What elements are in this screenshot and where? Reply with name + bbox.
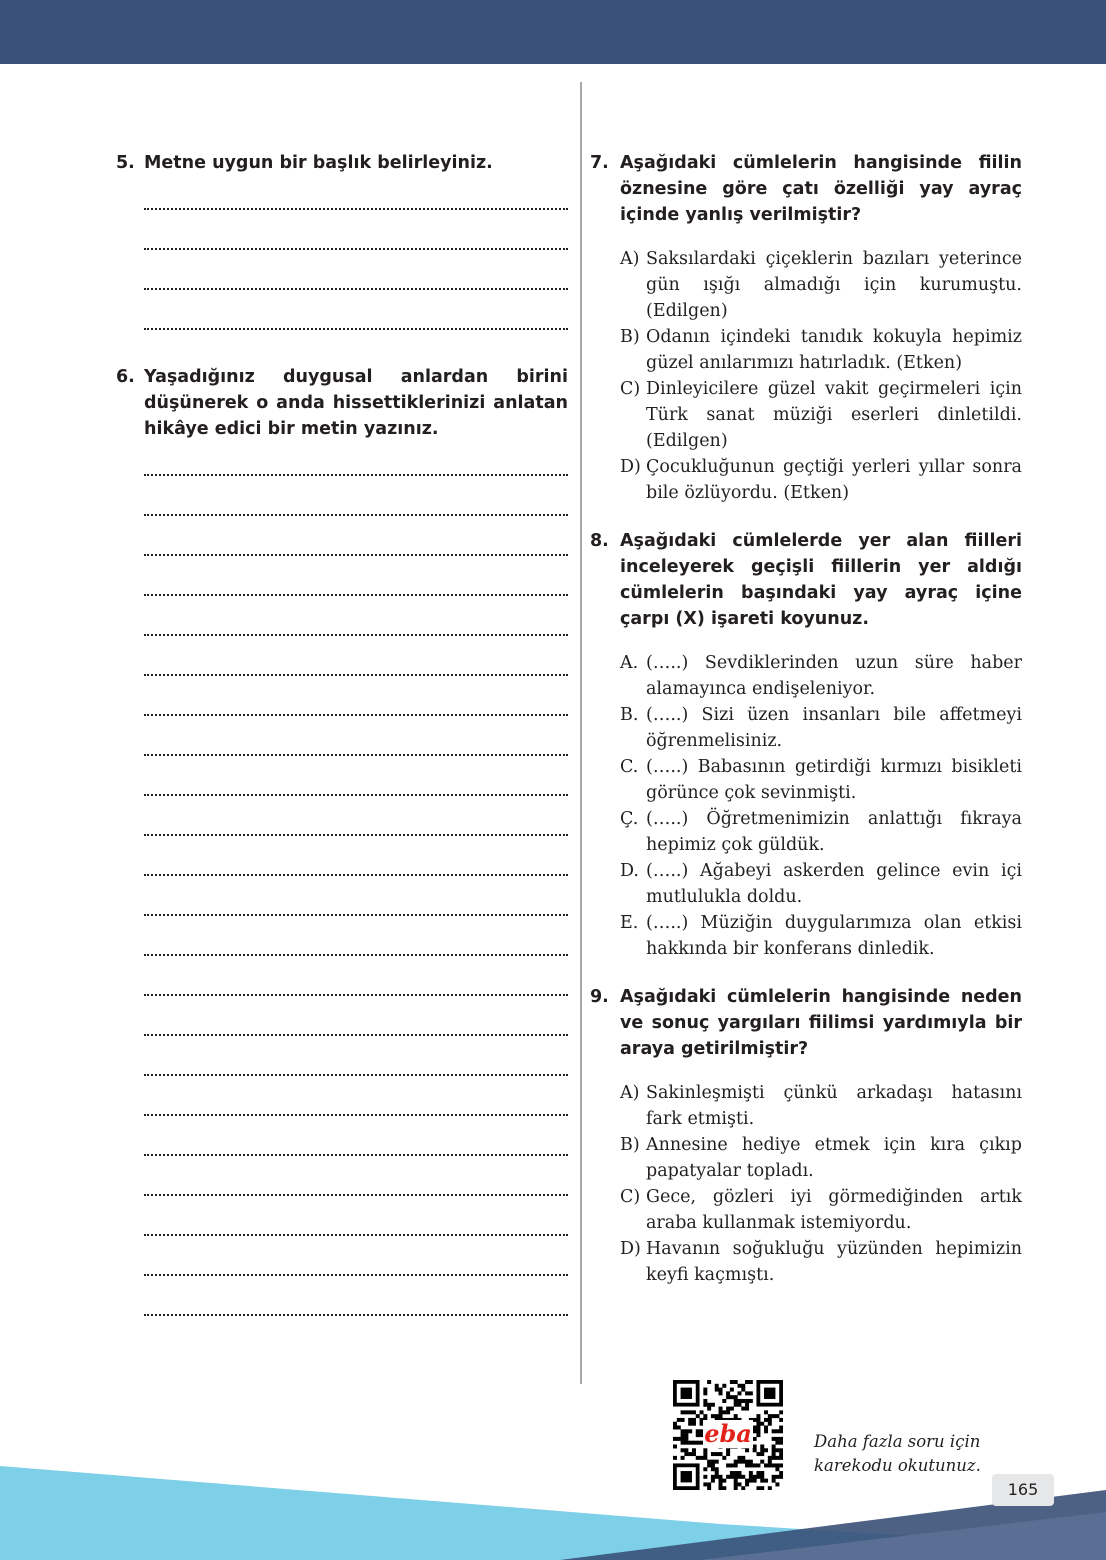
option-item <box>590 650 1022 702</box>
question-text: Yaşadığınız duygusal anlardan birini düşünerek o anda hissettiklerinizi anlatan hikâye edici bir metin yazınız. <box>144 367 568 439</box>
option-text: (…..) Babasının getirdiği kırmızı bisikleti görünce çok sevinmişti. <box>646 757 1022 803</box>
dotted-line <box>144 846 568 886</box>
option-letter: C) <box>620 379 641 399</box>
options-list <box>590 246 1022 506</box>
option-text: (…..) Müziğin duygularımıza olan etkisi hakkında bir konferans dinledik. <box>646 913 1022 959</box>
option-item <box>590 858 1022 910</box>
dotted-line <box>144 180 568 220</box>
dotted-line <box>144 526 568 566</box>
option-item <box>590 454 1022 506</box>
page-number: 165 <box>992 1474 1054 1506</box>
option-letter: B) <box>620 1135 640 1155</box>
option-letter: B. <box>620 705 639 725</box>
question-text: Aşağıdaki cümlelerin hangisinde neden ve sonuç yargıları fiilimsi yardımıyla bir araya getirilmiştir? <box>620 987 1022 1059</box>
option-letter: D. <box>620 861 639 881</box>
question-text: Metne uygun bir başlık belirleyiniz. <box>144 153 493 173</box>
column-divider <box>580 82 582 1384</box>
question-number: 5. <box>116 153 135 173</box>
option-item <box>590 806 1022 858</box>
option-item <box>590 324 1022 376</box>
options-list <box>590 650 1022 962</box>
option-text: Annesine hediye etmek için kıra çıkıp papatyalar topladı. <box>646 1135 1022 1181</box>
option-item <box>590 702 1022 754</box>
option-letter: D) <box>620 1239 641 1259</box>
option-letter: Ç. <box>620 809 639 829</box>
question-number: 9. <box>590 987 609 1007</box>
bottom-decoration <box>0 1460 1106 1560</box>
dotted-line <box>144 966 568 1006</box>
dotted-line <box>144 926 568 966</box>
header-band <box>0 0 1106 64</box>
option-item <box>590 1080 1022 1132</box>
option-text: Sakinleşmişti çünkü arkadaşı hatasını fark etmişti. <box>646 1083 1022 1129</box>
question-5 <box>116 150 568 176</box>
dotted-line <box>144 806 568 846</box>
option-text: Çocukluğunun geçtiği yerleri yıllar sonra bile özlüyordu. (Etken) <box>646 457 1022 503</box>
question-7 <box>590 150 1022 228</box>
question-text: Aşağıdaki cümlelerde yer alan fiilleri inceleyerek geçişli fiillerin yer aldığı cümlelerin başındaki yay ayraç içine çarpı (X) işareti koyunuz. <box>620 531 1022 629</box>
dotted-line <box>144 1046 568 1086</box>
option-letter: A) <box>620 249 640 269</box>
eba-logo: eba <box>704 1419 752 1448</box>
dotted-line <box>144 1126 568 1166</box>
dotted-line <box>144 260 568 300</box>
answer-lines <box>116 446 568 1326</box>
answer-lines <box>116 180 568 340</box>
option-letter: D) <box>620 457 641 477</box>
option-text: Odanın içindeki tanıdık kokuyla hepimiz güzel anılarımızı hatırladık. (Etken) <box>646 327 1022 373</box>
qr-caption-line-2: karekodu okutunuz. <box>814 1456 981 1475</box>
dotted-line <box>144 1006 568 1046</box>
option-letter: E. <box>620 913 639 933</box>
option-text: (…..) Sizi üzen insanları bile affetmeyi öğrenmelisiniz. <box>646 705 1022 751</box>
question-number: 7. <box>590 153 609 173</box>
dotted-line <box>144 220 568 260</box>
option-text: Gece, gözleri iyi görmediğinden artık araba kullanmak istemiyordu. <box>646 1187 1022 1233</box>
dotted-line <box>144 566 568 606</box>
option-text: (…..) Öğretmenimizin anlattığı fıkraya hepimiz çok güldük. <box>646 809 1022 855</box>
options-list <box>590 1080 1022 1288</box>
option-item <box>590 910 1022 962</box>
right-column <box>590 150 1022 1288</box>
question-6 <box>116 364 568 442</box>
dotted-line <box>144 1286 568 1326</box>
option-letter: A. <box>620 653 639 673</box>
option-text: Saksılardaki çiçeklerin bazıları yeterince gün ışığı almadığı için kurumuştu. (Edilgen) <box>646 249 1022 321</box>
option-item <box>590 376 1022 454</box>
question-number: 8. <box>590 531 609 551</box>
question-8 <box>590 528 1022 632</box>
dotted-line <box>144 1206 568 1246</box>
dotted-line <box>144 1246 568 1286</box>
option-item <box>590 246 1022 324</box>
option-item <box>590 1132 1022 1184</box>
dotted-line <box>144 486 568 526</box>
option-text: (…..) Sevdiklerinden uzun süre haber alamayınca endişeleniyor. <box>646 653 1022 699</box>
question-9 <box>590 984 1022 1062</box>
dotted-line <box>144 886 568 926</box>
option-text: Havanın soğukluğu yüzünden hepimizin keyfi kaçmıştı. <box>646 1239 1022 1285</box>
option-item <box>590 1236 1022 1288</box>
option-item <box>590 754 1022 806</box>
dotted-line <box>144 606 568 646</box>
dotted-line <box>144 1086 568 1126</box>
option-letter: C. <box>620 757 639 777</box>
option-item <box>590 1184 1022 1236</box>
qr-caption-line-1: Daha fazla soru için <box>814 1432 981 1451</box>
option-letter: A) <box>620 1083 640 1103</box>
option-text: Dinleyicilere güzel vakit geçirmeleri için Türk sanat müziği eserleri dinletildi. (Edilgen) <box>646 379 1022 451</box>
dotted-line <box>144 446 568 486</box>
question-text: Aşağıdaki cümlelerin hangisinde fiilin öznesine göre çatı özelliği yay ayraç içinde yanlış verilmiştir? <box>620 153 1022 225</box>
left-column <box>116 150 568 1326</box>
dotted-line <box>144 766 568 806</box>
dotted-line <box>144 300 568 340</box>
option-letter: C) <box>620 1187 641 1207</box>
option-text: (…..) Ağabeyi askerden gelince evin içi mutlulukla doldu. <box>646 861 1022 907</box>
dotted-line <box>144 686 568 726</box>
option-letter: B) <box>620 327 640 347</box>
dotted-line <box>144 726 568 766</box>
question-number: 6. <box>116 367 135 387</box>
dotted-line <box>144 646 568 686</box>
dotted-line <box>144 1166 568 1206</box>
